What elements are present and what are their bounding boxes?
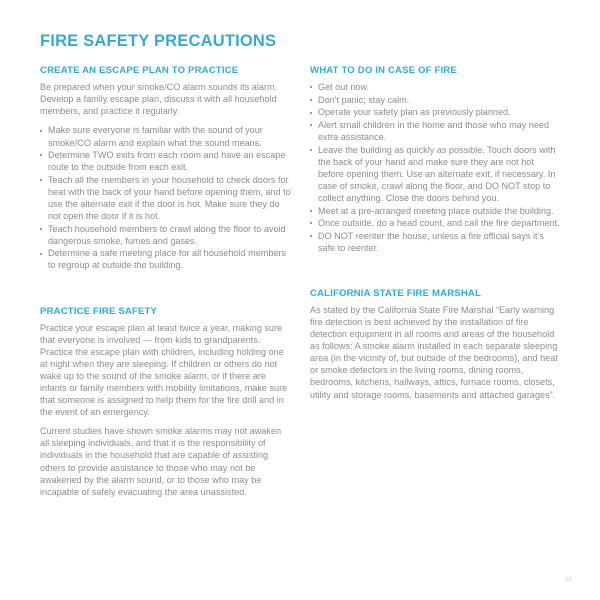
section-heading-practice-fire-safety: PRACTICE FIRE SAFETY — [40, 305, 158, 317]
list-item: Meet at a pre-arranged meeting place outside the building. — [310, 205, 562, 217]
list-item: Don't panic; stay calm. — [310, 94, 562, 106]
bullet-list-what-to-do — [310, 81, 562, 254]
list-item: Leave the building as quickly as possible. Touch doors with the back of your hand and make sure they are not hot before opening them. Use an alternate exit, if necessary. In case of smoke, crawl along the floor, and DO NOT stop to collect anything. Close the doors behind you. — [310, 144, 562, 204]
section-practice-fire-safety — [40, 306, 292, 498]
list-item: Once outside, do a head count, and call the fire department. — [310, 217, 562, 229]
section-divider-spacer — [310, 270, 562, 288]
list-item: Make sure everyone is familiar with the sound of your smoke/CO alarm and explain what the sound means. — [40, 124, 292, 148]
list-item: DO NOT reenter the house, unless a fire official says it's safe to reenter. — [310, 230, 562, 254]
bullet-list-escape-plan — [40, 124, 292, 271]
list-item: Teach all the members in your household to check doors for heat with the back of your hand before opening them, and to use the alternate exit if the door is hot. Make sure they do not open the door if it is hot. — [40, 174, 292, 222]
two-column-layout — [40, 65, 564, 498]
list-item: Alert small children in the home and those who may need extra assistance. — [310, 119, 562, 143]
list-item: Determine TWO exits from each room and have an escape route to the outside from each exit. — [40, 149, 292, 173]
section-what-to-do-in-case-of-fire — [310, 65, 562, 254]
list-item: Teach household members to crawl along the floor to avoid dangerous smoke, fumes and gases. — [40, 223, 292, 247]
paragraph-escape-plan-intro: Be prepared when your smoke/CO alarm sounds its alarm. Develop a family escape plan, discuss it with all household members, and practice it regularly. — [40, 82, 278, 117]
list-item: Determine a safe meeting place for all household members to regroup at outside the building. — [40, 247, 292, 271]
paragraph-fire-marshal-statement: As stated by the California State Fire Marshal “Early warning fire detection is best achieved by the installation of fire detection equipment in all rooms and areas of the household as follows: A smoke alarm installed in each separate sleeping area (in the vicinity of, but outside of the bedrooms), and heat or smoke detectors in the living rooms, dining rooms, bedrooms, kitchens, hallways, attics, furnace rooms, closets, utility and storage rooms, basements and attached garages”. — [310, 304, 558, 400]
list-item: Operate your safety plan as previously planned. — [310, 106, 562, 118]
paragraph-current-studies: Current studies have shown smoke alarms may not awaken all sleeping individuals, and that it is the responsibility of individuals in the household that are capable of assisting others to provide assistance to those who may not be awakened by the alarm sound, or to those who may be incapable of safely evacuating the area unassisted. — [40, 426, 282, 497]
left-column — [40, 65, 292, 498]
section-divider-spacer — [40, 288, 292, 306]
paragraph-practice-escape-plan: Practice your escape plan at least twice a year, making sure that everyone is involved — from kids to grandparents. Practice the escape plan with children, including holding one at night when they are sleeping. If children or others do not wake up to the sound of the smoke alarm, or if there are infants or family members with mobility limitations, make sure that someone is assigned to help them for the fire drill and in the event of an emergency. — [40, 322, 288, 418]
section-create-an-escape-plan — [40, 65, 292, 271]
right-column — [310, 65, 562, 401]
section-heading-what-to-do-in-case-of-fire: WHAT TO DO IN CASE OF FIRE — [310, 65, 457, 77]
section-heading-california-state-fire-marshal: CALIFORNIA STATE FIRE MARSHAL — [310, 287, 481, 299]
page-number: 23 — [564, 576, 572, 583]
list-item: Get out now. — [310, 81, 562, 93]
section-california-state-fire-marshal — [310, 288, 562, 401]
page-title: FIRE SAFETY PRECAUTIONS — [40, 32, 277, 50]
section-heading-create-an-escape-plan: CREATE AN ESCAPE PLAN TO PRACTICE — [40, 65, 239, 77]
